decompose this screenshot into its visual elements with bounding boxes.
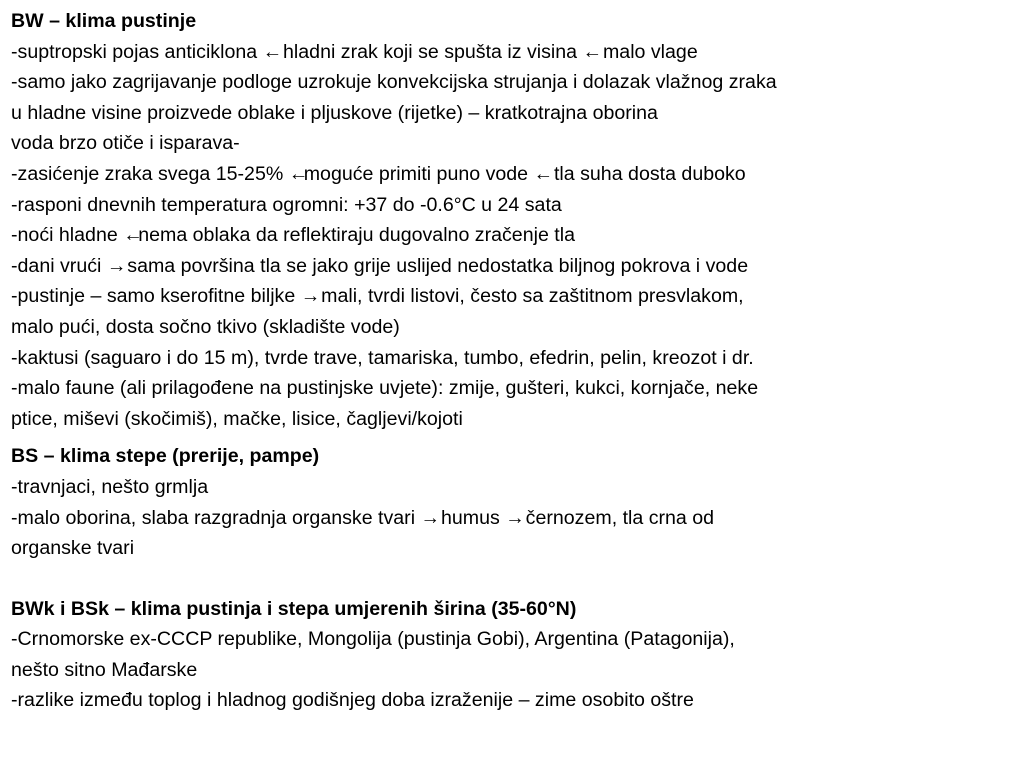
section-heading: BWk i BSk – klima pustinja i stepa umjerenih širina (35-60°N) xyxy=(11,597,577,620)
text-line: organske tvari xyxy=(11,537,135,560)
arrow-left-icon: ← xyxy=(533,162,554,185)
text-line: malo pući, dosta sočno tkivo (skladište vode) xyxy=(11,315,400,338)
text-line: -Crnomorske ex-CCCP republike, Mongolija (pustinja Gobi), Argentina (Patagonija), xyxy=(11,628,735,651)
section-heading: BS – klima stepe (prerije, pampe) xyxy=(11,445,320,468)
text-line: -suptropski pojas anticiklona ← hladni zrak koji se spušta iz visina ← malo vlage xyxy=(11,37,1019,68)
text-line: -pustinje – samo kserofitne biljke → mali, tvrdi listovi, često sa zaštitnom presvlakom, xyxy=(11,281,1019,312)
arrow-right-icon: → xyxy=(106,254,127,277)
text-line: -noći hladne ←nema oblaka da reflektiraju dugovalno zračenje tla xyxy=(11,220,1019,251)
text-line: -malo faune (ali prilagođene na pustinjske uvjete): zmije, gušteri, kukci, kornjače, neke xyxy=(11,377,759,400)
text-line: -samo jako zagrijavanje podloge uzrokuje konvekcijska strujanja i dolazak vlažnog zraka xyxy=(11,71,777,94)
text-line: u hladne visine proizvede oblake i pljuskove (rijetke) – kratkotrajna oborina xyxy=(11,101,658,124)
document-page xyxy=(11,6,1019,716)
section-bw xyxy=(11,6,1019,434)
arrow-right-icon: → xyxy=(505,506,525,529)
section-bs xyxy=(11,441,1019,563)
text-line: -dani vrući → sama površina tla se jako grije uslijed nedostatka biljnog pokrova i vode xyxy=(11,251,1019,282)
text-line: -kaktusi (saguaro i do 15 m), tvrde trave, tamariska, tumbo, efedrin, pelin, kreozot i dr. xyxy=(11,346,754,369)
text-line: voda brzo otiče i isparava- xyxy=(11,132,240,155)
arrow-left-icon: ← xyxy=(582,40,603,63)
arrow-left-icon: ← xyxy=(262,40,283,63)
section-heading: BW – klima pustinje xyxy=(11,10,197,32)
arrow-right-icon: → xyxy=(420,506,441,529)
text-line: -rasponi dnevnih temperatura ogromni: +37 do -0.6°C u 24 sata xyxy=(11,193,562,216)
section-spacer xyxy=(11,434,1019,441)
text-line: ptice, miševi (skočimiš), mačke, lisice, čagljevi/kojoti xyxy=(11,407,463,430)
arrow-right-icon: → xyxy=(300,285,321,308)
text-line: -travnjaci, nešto grmlja xyxy=(11,475,209,498)
text-line: nešto sitno Mađarske xyxy=(11,658,198,681)
arrow-left-icon: ← xyxy=(123,224,143,247)
section-spacer xyxy=(11,564,1019,594)
text-line: -zasićenje zraka svega 15-25% ←moguće primiti puno vode ← tla suha dosta duboko xyxy=(11,159,1019,190)
text-line: -razlike između toplog i hladnog godišnjeg doba izraženije – zime osobito oštre xyxy=(11,689,694,712)
arrow-left-icon: ← xyxy=(288,162,309,185)
section-bwk-bsk xyxy=(11,594,1019,716)
text-line: -malo oborina, slaba razgradnja organske tvari → humus → černozem, tla crna od xyxy=(11,503,1019,534)
